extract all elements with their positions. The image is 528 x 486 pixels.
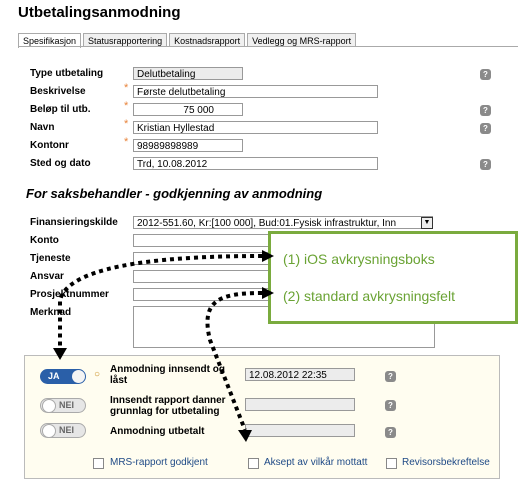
saksbehandler-heading: For saksbehandler - godkjenning av anmodning xyxy=(26,186,323,201)
row3-label: Anmodning utbetalt xyxy=(110,426,205,437)
help-icon[interactable]: ? xyxy=(480,159,491,170)
tab-spesifikasjon[interactable]: Spesifikasjon xyxy=(18,33,81,48)
help-icon[interactable]: ? xyxy=(385,400,396,411)
kontonr-label: Kontonr xyxy=(30,140,69,151)
ansvar-label: Ansvar xyxy=(30,271,64,282)
checkbox-label: MRS-rapport godkjent xyxy=(110,457,208,468)
required-mark: * xyxy=(124,82,129,94)
kontonr-field[interactable]: 98989898989 xyxy=(133,139,243,152)
help-icon[interactable]: ? xyxy=(385,427,396,438)
sted-field[interactable]: Trd, 10.08.2012 xyxy=(133,157,378,170)
required-mark: * xyxy=(124,100,129,112)
toggle-label: NEI xyxy=(59,425,75,435)
tab-statusrapportering[interactable]: Statusrapportering xyxy=(83,33,167,47)
callout-line-1: (1) iOS avkrysningsboks xyxy=(283,251,435,267)
navn-label: Navn xyxy=(30,122,55,133)
toggle-label: NEI xyxy=(59,400,75,410)
lock-icon: ○ xyxy=(94,369,101,380)
sted-label: Sted og dato xyxy=(30,158,91,169)
row1-timestamp: 12.08.2012 22:35 xyxy=(245,368,355,381)
page-title: Utbetalingsanmodning xyxy=(18,4,181,21)
row1-label: Anmodning innsendt og låst xyxy=(110,364,225,386)
required-mark: * xyxy=(124,118,129,130)
beskrivelse-label: Beskrivelse xyxy=(30,86,86,97)
chevron-down-icon[interactable]: ▼ xyxy=(421,217,433,229)
prosjekt-label: Prosjektnummer xyxy=(30,289,109,300)
help-icon[interactable]: ? xyxy=(480,123,491,134)
checkbox-label: Aksept av vilkår mottatt xyxy=(264,457,368,468)
merknad-label: Merknad xyxy=(30,307,72,318)
tab-vedlegg[interactable]: Vedlegg og MRS-rapport xyxy=(247,33,356,47)
belop-label: Beløp til utb. xyxy=(30,104,91,115)
help-icon[interactable]: ? xyxy=(480,69,491,80)
callout-line-2: (2) standard avkrysningsfelt xyxy=(283,288,455,304)
tjeneste-label: Tjeneste xyxy=(30,253,71,264)
help-icon[interactable]: ? xyxy=(480,105,491,116)
navn-field[interactable]: Kristian Hyllestad xyxy=(133,121,378,134)
tab-kostnadsrapport[interactable]: Kostnadsrapport xyxy=(169,33,245,47)
finansiering-label: Finansieringskilde xyxy=(30,217,118,228)
required-mark: * xyxy=(124,136,129,148)
type-label: Type utbetaling xyxy=(30,68,104,79)
type-field: Delutbetaling xyxy=(133,67,243,80)
beskrivelse-field[interactable]: Første delutbetaling xyxy=(133,85,378,98)
belop-field[interactable]: 75 000 xyxy=(133,103,243,116)
checkbox-label: Revisorsbekreftelse xyxy=(402,457,490,468)
konto-label: Konto xyxy=(30,235,59,246)
row2-label: Innsendt rapport danner grunnlag for utbetaling xyxy=(110,395,226,417)
toggle-label: JA xyxy=(48,371,60,381)
finansiering-select[interactable]: 2012-551.60, Kr:[100 000], Bud:01.Fysisk infrastruktur, Inn xyxy=(133,216,433,229)
help-icon[interactable]: ? xyxy=(385,371,396,382)
